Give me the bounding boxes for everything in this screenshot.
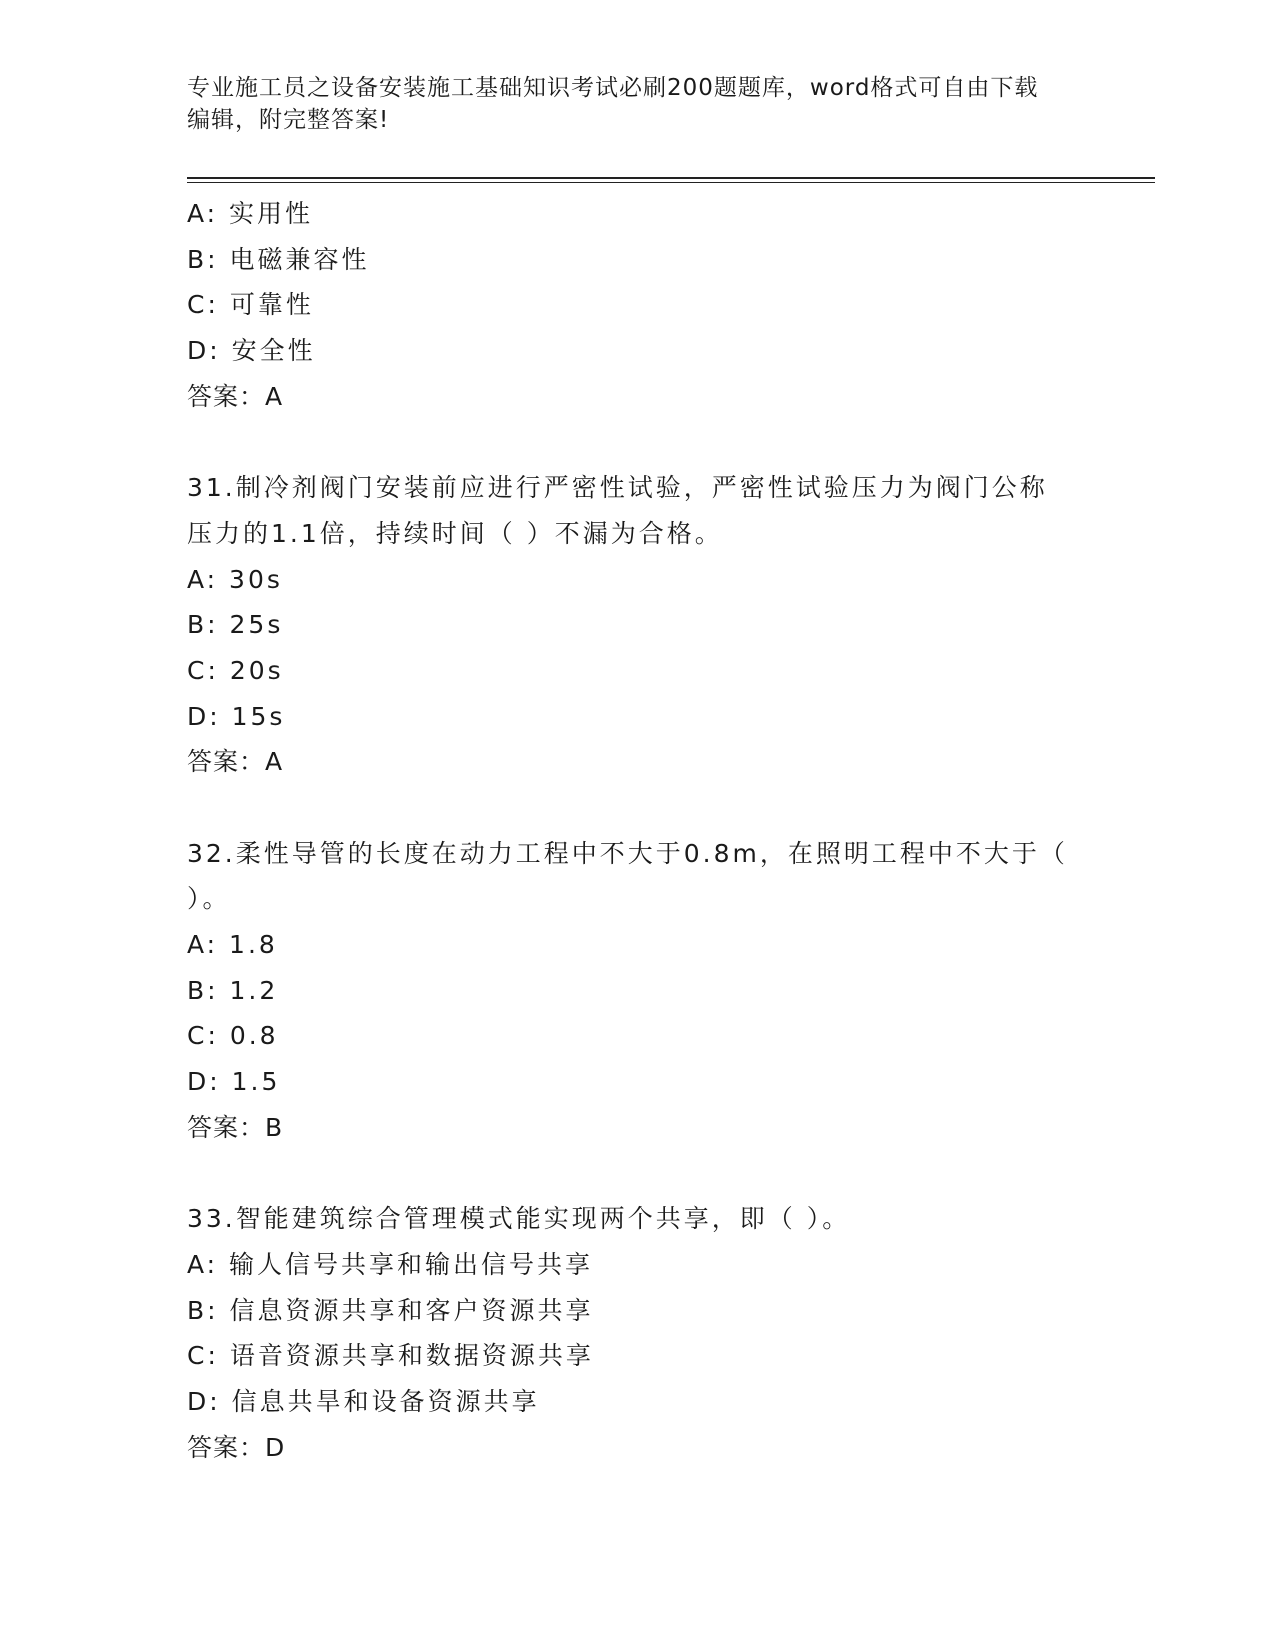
header-divider-thin [187, 182, 1155, 183]
option-d: D: 15s [187, 701, 286, 731]
option-a: A: 1.8 [187, 930, 278, 959]
document-header [187, 72, 1067, 136]
option-c: C: 语音资源共享和数据资源共享 [187, 1341, 594, 1371]
option-d: D: 安全性 [187, 336, 316, 366]
answer-line: 答案：A [187, 747, 284, 777]
option-b: B: 信息资源共享和客户资源共享 [187, 1295, 594, 1325]
question-31 [187, 465, 1087, 785]
question-stem-line-1: 31.制冷剂阀门安装前应进行严密性试验，严密性试验压力为阀门公称 [187, 473, 1048, 503]
option-b: B: 1.2 [187, 975, 279, 1005]
option-b: B: 电磁兼容性 [187, 244, 370, 274]
question-stem-line-2: ）。 [187, 884, 231, 914]
question-33 [187, 1196, 1087, 1470]
header-title-line-1: 专业施工员之设备安装施工基础知识考试必刷200题题库，word格式可自由下载 [187, 75, 1039, 101]
option-d: D: 信息共旱和设备资源共享 [187, 1386, 540, 1416]
option-d: D: 1.5 [187, 1067, 281, 1097]
option-a: A: 30s [187, 564, 283, 594]
header-title-line-2: 编辑，附完整答案! [187, 107, 390, 133]
option-b: B: 25s [187, 610, 284, 640]
answer-line: 答案：B [187, 1112, 284, 1142]
spacer [187, 1150, 1087, 1196]
option-a: A: 输人信号共享和输出信号共享 [187, 1249, 594, 1279]
option-c: C: 可靠性 [187, 290, 314, 320]
header-divider-thick [187, 177, 1155, 179]
question-30 [187, 191, 1087, 419]
question-list [187, 191, 1087, 1470]
option-c: C: 0.8 [187, 1021, 279, 1051]
spacer [187, 785, 1087, 831]
question-stem-line-1: 32.柔性导管的长度在动力工程中不大于0.8m，在照明工程中不大于（ [187, 838, 1068, 868]
option-c: C: 20s [187, 655, 284, 685]
option-a: A: 实用性 [187, 199, 314, 228]
spacer [187, 419, 1087, 465]
answer-line: 答案：D [187, 1432, 286, 1462]
question-stem-line-1: 33.智能建筑综合管理模式能实现两个共享，即（ ）。 [187, 1204, 851, 1234]
answer-line: 答案：A [187, 381, 284, 411]
question-stem-line-2: 压力的1.1倍，持续时间（ ）不漏为合格。 [187, 518, 723, 548]
question-32 [187, 831, 1087, 1151]
